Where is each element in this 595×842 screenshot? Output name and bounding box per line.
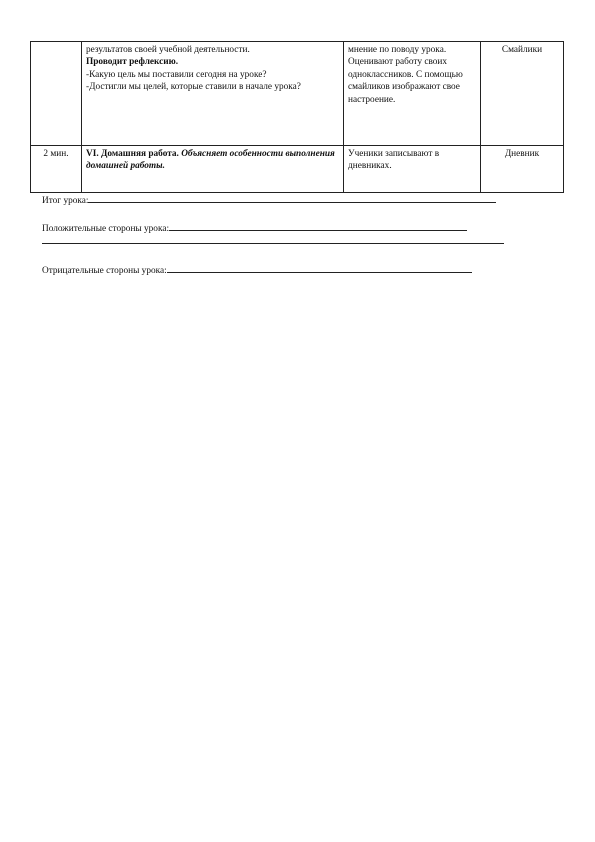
summary-blank — [88, 193, 496, 203]
table-row — [31, 146, 564, 193]
summary-label: Итог урока: — [42, 196, 89, 206]
student-activity-cell: мнение по поводу урока. Оценивают работу своих одноклассников. С помощью смайликов изображают свое настроение. — [344, 42, 481, 146]
lesson-plan-table — [30, 41, 564, 193]
positive-blank-extra — [42, 243, 504, 244]
negative-sides-line — [42, 263, 472, 277]
teacher-text: результатов своей учебной деятельности. — [86, 45, 250, 55]
homework-description: Объясняет особенности выполнения домашней работы. — [86, 149, 335, 172]
homework-heading: VI. Домашняя работа. — [86, 149, 179, 159]
time-cell: 2 мин. — [31, 146, 82, 193]
positive-blank — [169, 221, 467, 231]
lesson-summary-line — [42, 193, 496, 207]
result-cell: Смайлики — [481, 42, 564, 146]
student-activity-cell: Ученики записывают в дневниках. — [344, 146, 481, 193]
teacher-activity-cell — [82, 146, 344, 193]
positive-label: Положительные стороны урока: — [42, 224, 170, 234]
teacher-activity-cell — [82, 42, 344, 146]
reflection-heading: Проводит рефлексию. — [86, 57, 179, 68]
table-row — [31, 42, 564, 146]
positive-sides-line — [42, 221, 467, 235]
time-cell — [31, 42, 82, 146]
negative-label: Отрицательные стороны урока: — [42, 266, 167, 276]
question-text: -Какую цель мы поставили сегодня на уроке? — [86, 69, 267, 80]
question-text: -Достигли мы целей, которые ставили в начале урока? — [86, 82, 301, 93]
result-cell: Дневник — [481, 146, 564, 193]
negative-blank — [167, 263, 472, 273]
